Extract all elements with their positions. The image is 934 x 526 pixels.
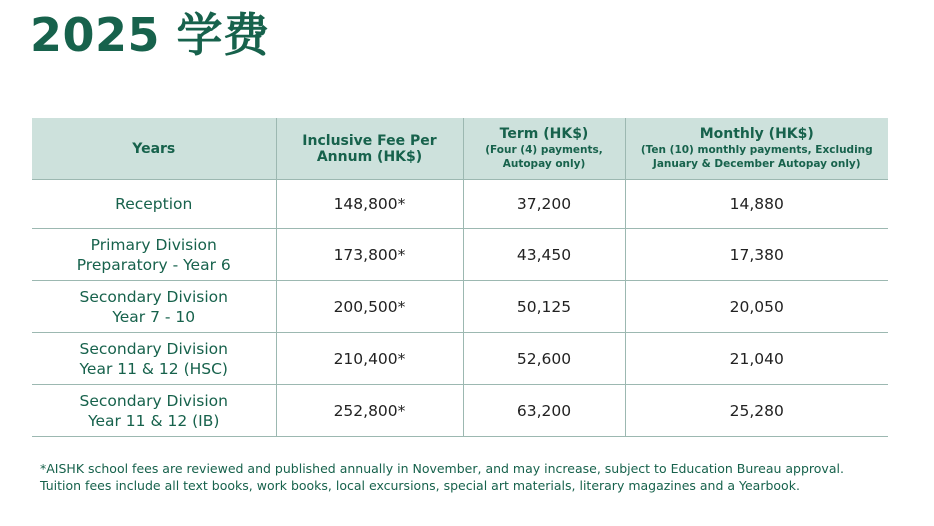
cell-annual-fee: 148,800* xyxy=(276,180,463,229)
page-title: 2025 学费 xyxy=(30,8,270,62)
cell-term-fee: 43,450 xyxy=(463,229,625,281)
cell-monthly-fee: 20,050 xyxy=(625,281,888,333)
cell-term-fee: 50,125 xyxy=(463,281,625,333)
cell-monthly-fee: 17,380 xyxy=(625,229,888,281)
fee-footnote xyxy=(40,460,920,494)
cell-term-fee: 37,200 xyxy=(463,180,625,229)
header-annual-fee xyxy=(276,118,463,180)
cell-years: Reception xyxy=(32,180,276,229)
header-monthly-note: (Ten (10) monthly payments, Excluding January & December Autopay only) xyxy=(640,144,873,170)
footnote-line-1: *AISHK school fees are reviewed and published annually in November, and may increase, subject to Education Bureau approval. xyxy=(40,461,844,476)
header-annual-fee-label: Inclusive Fee Per Annum (HK$) xyxy=(302,132,437,165)
cell-years: Secondary Division Year 7 - 10 xyxy=(32,281,276,333)
table-row xyxy=(32,180,888,229)
cell-annual-fee: 200,500* xyxy=(276,281,463,333)
table-row xyxy=(32,281,888,333)
cell-monthly-fee: 14,880 xyxy=(625,180,888,229)
header-term xyxy=(463,118,625,180)
cell-term-fee: 52,600 xyxy=(463,333,625,385)
cell-term-fee: 63,200 xyxy=(463,385,625,437)
header-term-label: Term (HK$) xyxy=(499,126,589,142)
cell-annual-fee: 173,800* xyxy=(276,229,463,281)
table-row xyxy=(32,229,888,281)
cell-years: Primary Division Preparatory - Year 6 xyxy=(32,229,276,281)
cell-annual-fee: 210,400* xyxy=(276,333,463,385)
cell-annual-fee: 252,800* xyxy=(276,385,463,437)
fee-table xyxy=(32,118,888,437)
table-header-row xyxy=(32,118,888,180)
table-row xyxy=(32,333,888,385)
header-term-note: (Four (4) payments, Autopay only) xyxy=(485,144,603,170)
cell-years: Secondary Division Year 11 & 12 (IB) xyxy=(32,385,276,437)
table-row xyxy=(32,385,888,437)
cell-years: Secondary Division Year 11 & 12 (HSC) xyxy=(32,333,276,385)
header-years xyxy=(32,118,276,180)
cell-monthly-fee: 25,280 xyxy=(625,385,888,437)
header-years-label: Years xyxy=(132,140,176,157)
cell-monthly-fee: 21,040 xyxy=(625,333,888,385)
footnote-line-2: Tuition fees include all text books, work books, local excursions, special art materials, literary magazines and a Yearbook. xyxy=(40,478,800,493)
header-monthly xyxy=(625,118,888,180)
header-monthly-label: Monthly (HK$) xyxy=(699,126,814,142)
